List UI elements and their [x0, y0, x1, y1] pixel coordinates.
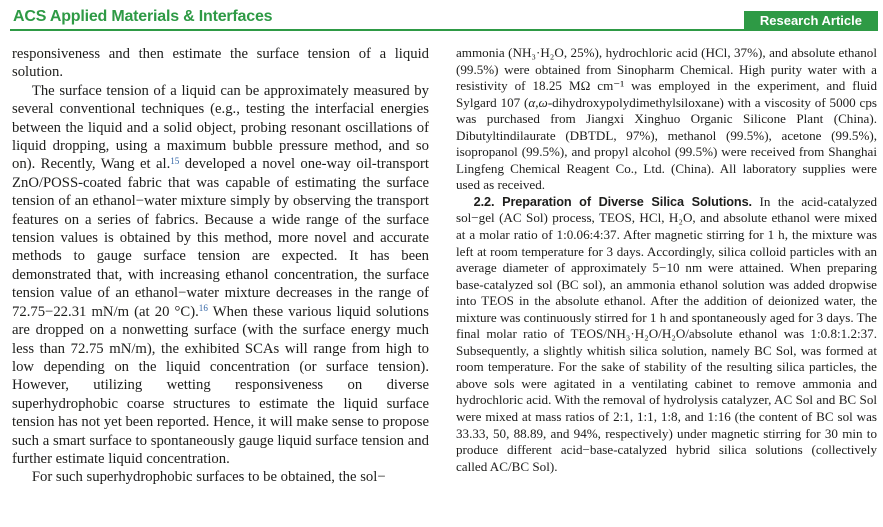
section-heading-2-2: 2.2. Preparation of Diverse Silica Solutions.	[473, 194, 752, 209]
citation-ref-15[interactable]: 15	[170, 155, 180, 166]
journal-title: ACS Applied Materials & Interfaces	[13, 8, 273, 25]
left-column	[12, 45, 429, 487]
article-type-badge: Research Article	[744, 11, 878, 31]
paragraph-text: When these various liquid solutions are dropped on a nonwetting surface (with the surface energy much less than 72.75 mN/m), the exhibited SCAs will range from high to low depending on the liquid concentration (or surface tension). However, utilizing wetting responsiveness on diverse superhydrophobic coarse structures to estimate the liquid surface tension has not yet been reported. Hence, it will make sense to propose such a smart surface to spontaneously gauge liquid surface tension and further estimate liquid concentration.	[12, 303, 429, 467]
paragraph-text: The surface tension of a liquid can be approximately measured by several conventional techniques (e.g., testing the interfacial energies between the liquid and a solid object, probing resonant oscillations of liquid dropping, using a maximum bubble pressure method, and so on). Recently, Wang et al.	[12, 82, 429, 173]
paragraph-section-2-2	[456, 194, 877, 475]
paragraph-text: developed a novel one-way oil-transport ZnO/POSS-coated fabric that was capable of estimating the surface tension of an ethanol−water mixture simply by observing the transport features on a series of fabrics. Because a wide range of the surface tension values is obtained by this method, more novel and accurate methods to gauge surface tension are expected. It has been demonstrated that, with increasing ethanol concentration, the surface tension value of an ethanol−water mixture decreases in the range of 72.75−22.31 mN/m (at 20 °C).	[12, 156, 430, 320]
paragraph-text: -dihydroxypolydimethylsiloxane) with a viscosity of 5000 cps was purchased from Jiangxi Xinghuo Organic Silicone Plant (China). Dibutyltindilaurate (DBTDL, 97%), methanol (99.5%), acetone (99.5%), isopropanol (99.5%), and propyl alcohol (99.5%) were received from Shanghai Lingfeng Chemical Reagent Co., Ltd. (China). All laboratory supplies were used as received.	[456, 94, 878, 193]
citation-ref-16[interactable]: 16	[198, 303, 208, 314]
greek-notation: α,ω	[528, 94, 548, 110]
paragraph	[12, 82, 429, 469]
paragraph-text: In the acid-catalyzed sol−gel (AC Sol) process, TEOS, HCl, H₂O, and absolute ethanol were mixed at a molar ratio of 1:0.06:4:37. After magnetic stirring for 1 h, the mixture was left at room temperature for 3 days. Accordingly, silica colloid particles with an average diameter of approximately 5−10 nm were attained. When preparing base-catalyzed sol (BC sol), an ammonia ethanol solution was added dropwise into TEOS in the absolute ethanol. After the addition of deionized water, the mixture was continuously stirred for 1 h and spontaneously aged for 3 days. The final molar ratio of TEOS/NH₃·H₂O/H₂O/absolute ethanol was 1:0.8:1.2:37. Subsequently, a slightly whitish silica solution, namely BC Sol, was formed at room temperature. For the sake of stability of the resulting silica particles, the above sols were agitated in a ventilating cabinet to remove ammonia and hydrochloric acid. With the removal of hydrolysis catalyzer, AC Sol and BC Sol were mixed at mass ratios of 2:1, 1:1, 1:8, and 1:16 (the content of BC sol was 33.33, 50, 88.89, and 94%, respectively) under magnetic stirring for 30 min to produce different acid−base-catalyzed hybrid silica solutions (collectively called AC/BC Sol).	[456, 193, 877, 474]
paragraph-text: ammonia (NH₃·H₂O, 25%), hydrochloric acid (HCl, 37%), and absolute ethanol (99.5%) were obtained from Sinopharm Chemical. High purity water with a resistivity of 18.25 MΩ cm⁻¹ was employed in the experiment, and fluid Sylgard 107 (	[456, 45, 877, 110]
paragraph: For such superhydrophobic surfaces to be obtained, the sol−	[31, 469, 386, 486]
page-header	[0, 0, 883, 37]
paragraph-continuation: responsiveness and then estimate the surface tension of a liquid solution.	[12, 46, 429, 81]
paragraph-continuation	[456, 45, 877, 194]
two-column-body	[0, 37, 883, 487]
right-column	[456, 45, 877, 487]
